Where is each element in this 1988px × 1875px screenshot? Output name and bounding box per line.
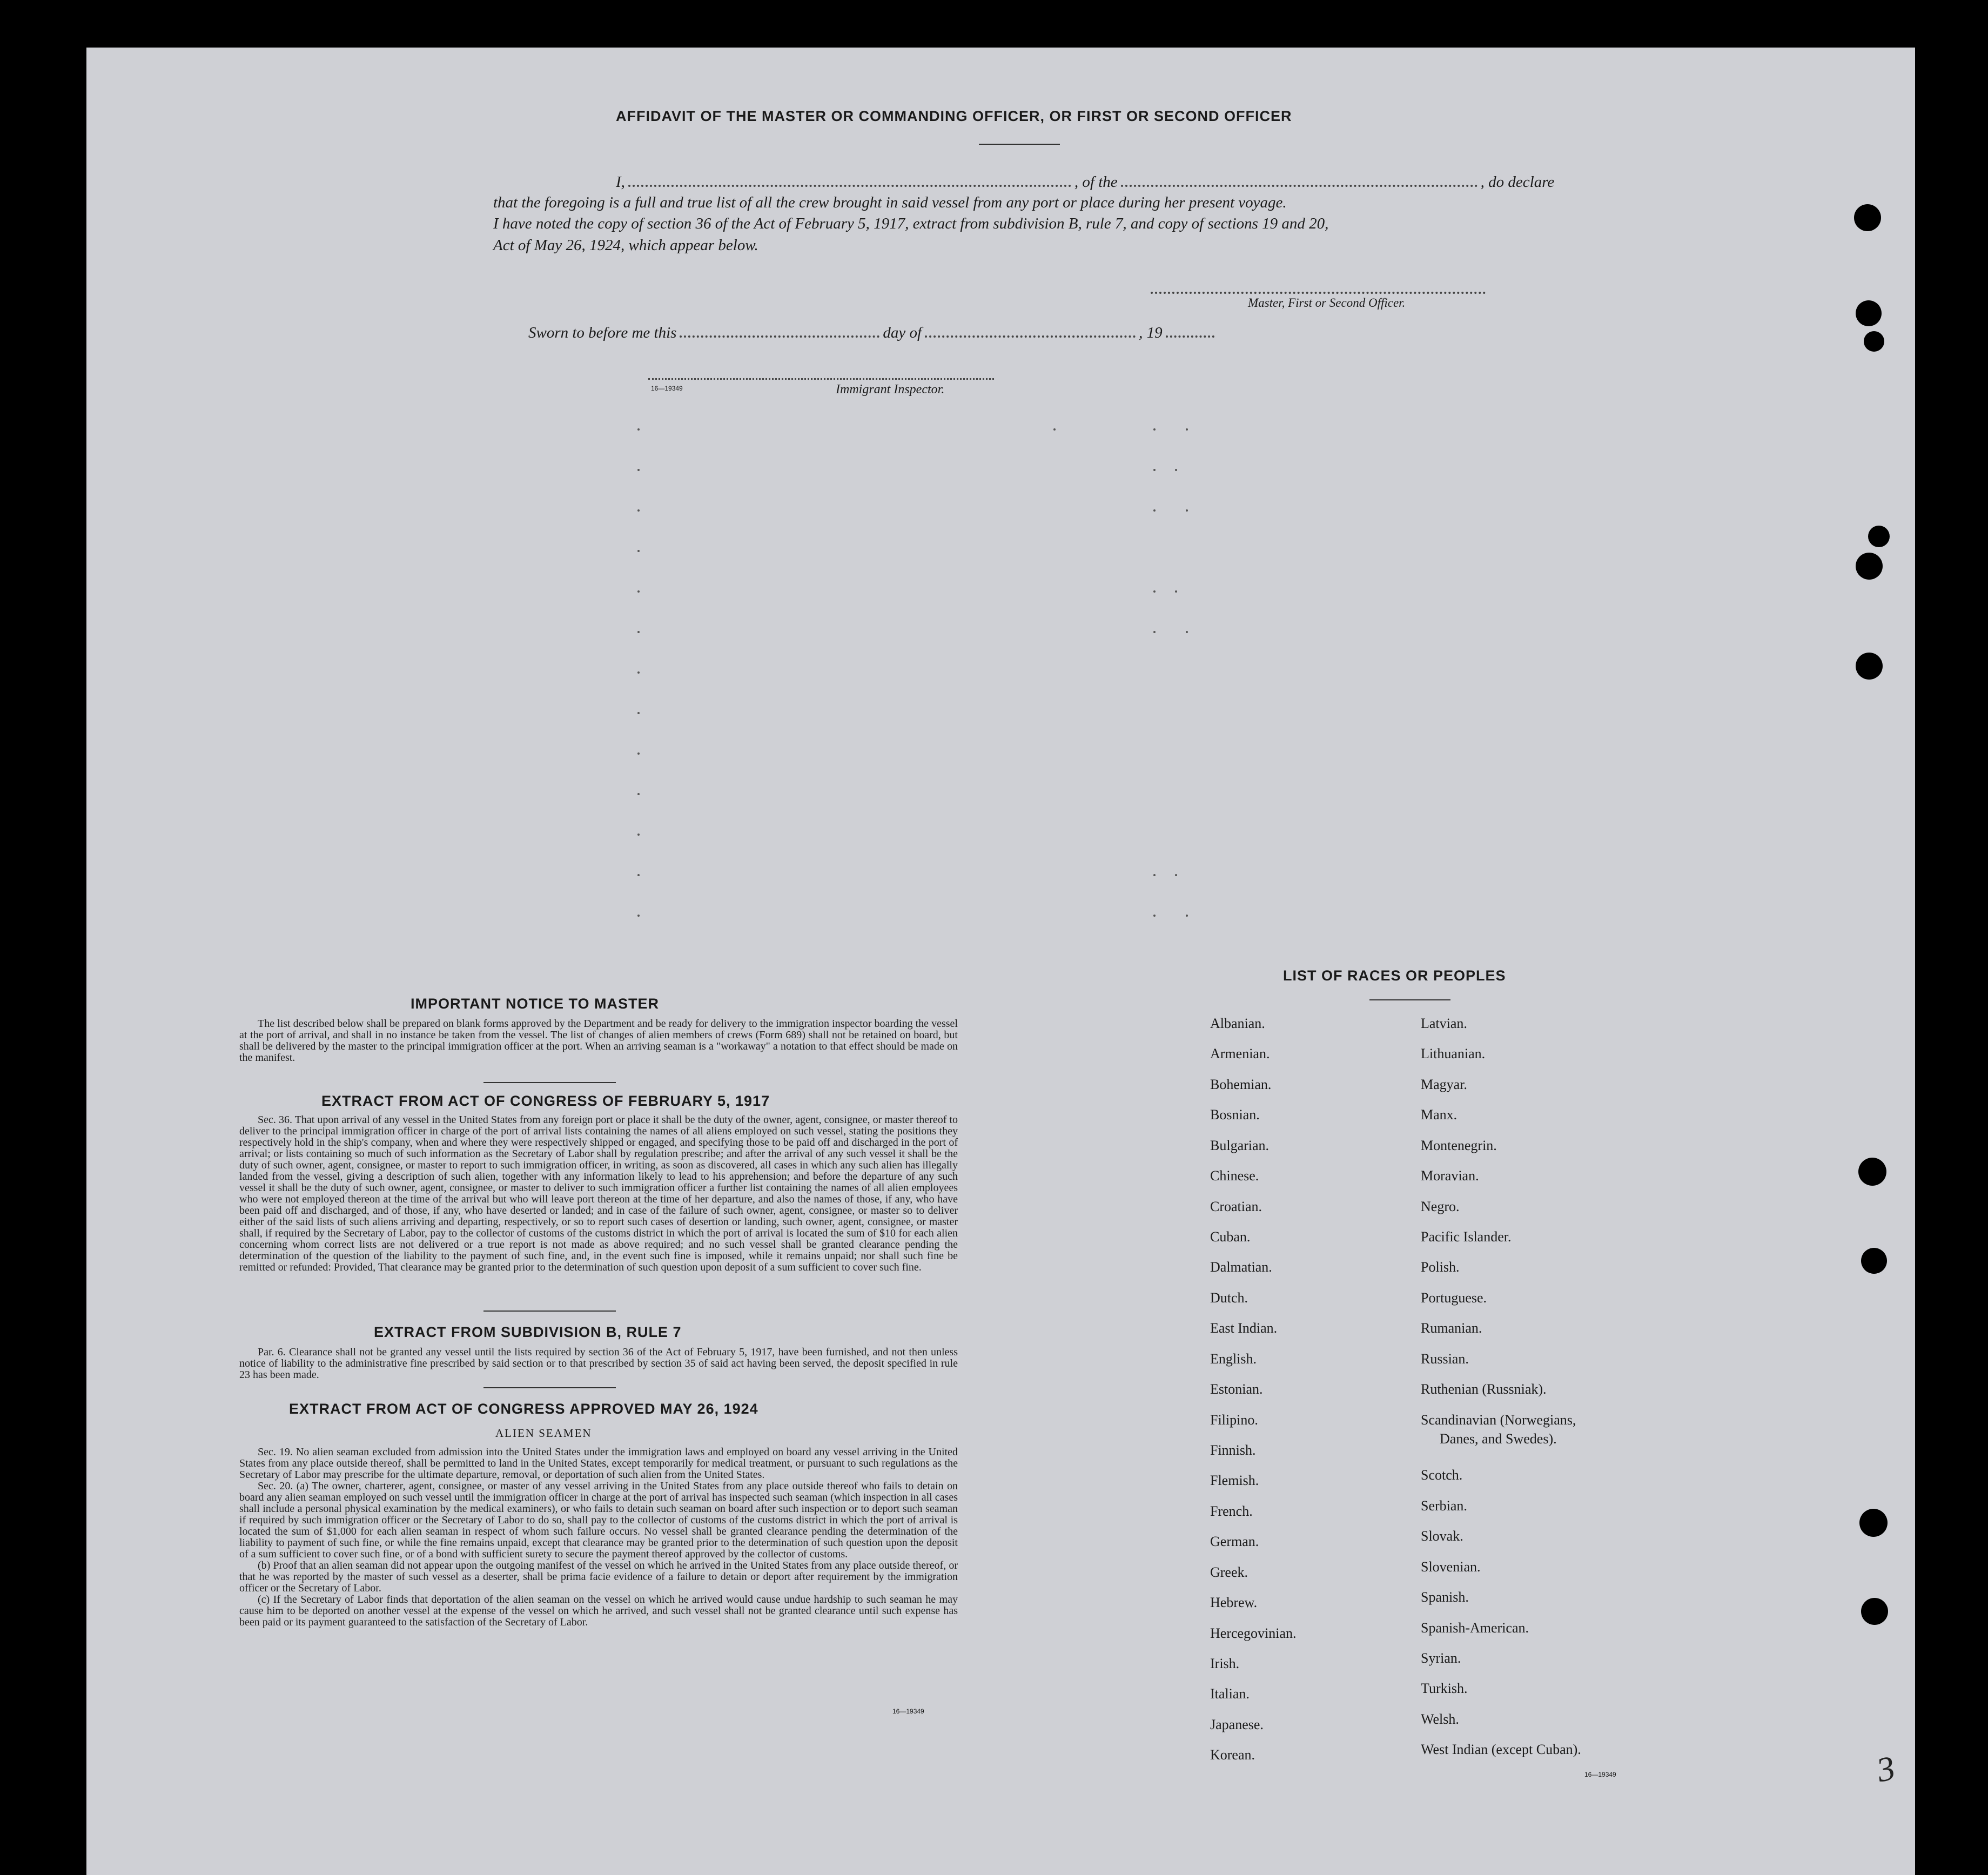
race-item: Cuban. [1210, 1229, 1251, 1245]
race-item: Japanese. [1210, 1717, 1264, 1732]
pronoun-i: I, [616, 173, 625, 191]
speck [1186, 631, 1188, 633]
handwritten-mark: 3 [1873, 1748, 1898, 1790]
race-item: Portuguese. [1421, 1290, 1487, 1306]
speck [1153, 590, 1156, 593]
race-item: Chinese. [1210, 1168, 1259, 1184]
vessel-blank[interactable] [1121, 185, 1477, 187]
speck [637, 469, 640, 471]
race-item: Bulgarian. [1210, 1138, 1270, 1153]
race-item: Pacific Islander. [1421, 1229, 1512, 1245]
form-number: 16—19349 [651, 385, 683, 392]
extract-1917-body [239, 1114, 958, 1273]
sworn-day-blank[interactable] [680, 335, 879, 338]
race-item: East Indian. [1210, 1320, 1278, 1336]
race-item: Scandinavian (Norwegians, [1421, 1412, 1576, 1428]
speck [1153, 469, 1156, 471]
race-item: Latvian. [1421, 1016, 1467, 1031]
race-item: Polish. [1421, 1259, 1460, 1275]
race-item: Armenian. [1210, 1046, 1270, 1061]
speck [637, 793, 640, 795]
binder-hole [1861, 1248, 1887, 1274]
speck [637, 509, 640, 512]
race-item: Spanish-American. [1421, 1620, 1529, 1636]
race-item: Finnish. [1210, 1442, 1256, 1458]
sec-19-text: Sec. 19. No alien seaman excluded from admission into the United States under the immigration laws and employed on board any vessel arriving in the United States from any place outside thereof, shall be permitted to land in the United States, except temporarily for medical treatment, or pursuant to such regulations as the Secretary of Labor may prescribe for the ultimate departure, removal, or deportation of such alien from the United States. [239, 1446, 958, 1481]
alien-seamen-subtitle: ALIEN SEAMEN [495, 1427, 592, 1440]
race-item: West Indian (except Cuban). [1421, 1742, 1581, 1757]
document-page [86, 48, 1915, 1875]
race-item: Dalmatian. [1210, 1259, 1272, 1275]
race-item: Lithuanian. [1421, 1046, 1486, 1061]
race-item: Danes, and Swedes). [1440, 1431, 1557, 1447]
race-item: Bosnian. [1210, 1107, 1260, 1123]
race-item: Bohemian. [1210, 1077, 1272, 1092]
affidavit-line-4: Act of May 26, 1924, which appear below. [493, 237, 758, 254]
rule-7-body [239, 1347, 958, 1381]
race-item: Estonian. [1210, 1381, 1263, 1397]
race-item: Ruthenian (Russniak). [1421, 1381, 1547, 1397]
race-item: Montenegrin. [1421, 1138, 1497, 1153]
form-number: 16—19349 [892, 1708, 924, 1715]
affidavit-line-3: I have noted the copy of section 36 of the Act of February 5, 1917, extract from subdivision B, rule 7, and copy of sections 19 and 20, [493, 215, 1329, 232]
races-title: LIST OF RACES OR PEOPLES [1283, 967, 1506, 984]
binder-hole [1864, 331, 1884, 352]
sworn-line [528, 324, 1218, 342]
binder-hole [1854, 204, 1881, 231]
sworn-month-blank[interactable] [925, 335, 1136, 338]
speck [637, 671, 640, 674]
race-item: Italian. [1210, 1686, 1250, 1702]
divider [483, 1387, 616, 1388]
master-signature-line[interactable] [1151, 292, 1486, 294]
sworn-label: Sworn to before me this [528, 324, 677, 341]
binder-hole [1859, 1509, 1888, 1537]
race-item: German. [1210, 1534, 1259, 1549]
of-the-label: , of the [1074, 173, 1118, 191]
divider [979, 144, 1060, 145]
speck [1186, 428, 1188, 431]
extract-1924-body [239, 1447, 958, 1628]
par-6-text: Par. 6. Clearance shall not be granted any vessel until the lists required by section 36 of the Act of February 5, 1917, have been furnished, and not then unless notice of liability to the administrative fine prescribed by said section or to that prescribed by section 35 of said act having been served, the deposit specified in rule 23 has been made. [239, 1346, 958, 1381]
speck [1175, 874, 1177, 876]
speck [1175, 590, 1177, 593]
race-item: Slovenian. [1421, 1559, 1481, 1575]
sec-20c-text: (c) If the Secretary of Labor finds that deportation of the alien seaman on the vessel on which he arrived would cause undue hardship to such seaman he may cause him to be deported on another vessel at the expense of the vessel on which he arrived, and such vessel shall not be granted clearance until such expense has been paid or its payment guaranteed to the satisfaction of the Secretary of Labor. [239, 1594, 958, 1628]
race-item: Moravian. [1421, 1168, 1479, 1184]
declare-label: , do declare [1480, 173, 1555, 191]
speck [1153, 509, 1156, 512]
race-item: Turkish. [1421, 1681, 1468, 1696]
race-item: Syrian. [1421, 1650, 1461, 1666]
race-item: Manx. [1421, 1107, 1458, 1123]
divider [1369, 999, 1450, 1000]
speck [1175, 469, 1177, 471]
master-signature-label: Master, First or Second Officer. [1248, 296, 1406, 310]
race-item: French. [1210, 1503, 1253, 1519]
name-blank[interactable] [628, 185, 1071, 187]
race-item: Negro. [1421, 1199, 1460, 1214]
speck [637, 590, 640, 593]
notice-body [239, 1018, 958, 1064]
binder-hole [1856, 553, 1883, 580]
race-item: Hebrew. [1210, 1595, 1258, 1610]
speck [1186, 915, 1188, 917]
divider [483, 1082, 616, 1083]
day-of-label: day of [883, 324, 922, 341]
speck [637, 752, 640, 755]
speck [1153, 915, 1156, 917]
speck [637, 631, 640, 633]
binder-hole [1868, 526, 1890, 547]
race-item: Albanian. [1210, 1016, 1265, 1031]
race-item: Hercegovinian. [1210, 1625, 1297, 1641]
speck [637, 874, 640, 876]
race-item: Croatian. [1210, 1199, 1262, 1214]
race-item: Slovak. [1421, 1528, 1463, 1544]
race-item: Filipino. [1210, 1412, 1258, 1428]
race-item: Dutch. [1210, 1290, 1248, 1306]
race-item: Greek. [1210, 1564, 1248, 1580]
rule-7-title: EXTRACT FROM SUBDIVISION B, RULE 7 [374, 1324, 682, 1340]
affidavit-line-2: that the foregoing is a full and true list of all the crew brought in said vessel from any port or place during her present voyage. [493, 194, 1287, 211]
speck [1153, 631, 1156, 633]
extract-1924-title: EXTRACT FROM ACT OF CONGRESS APPROVED MAY 26, 1924 [289, 1401, 758, 1417]
races-left-column [1210, 1016, 1383, 1826]
race-item: Magyar. [1421, 1077, 1467, 1092]
race-item: Scotch. [1421, 1467, 1463, 1483]
speck [1153, 874, 1156, 876]
speck [637, 550, 640, 552]
race-item: English. [1210, 1351, 1257, 1367]
form-number: 16—19349 [1584, 1771, 1616, 1778]
race-item: Flemish. [1210, 1473, 1259, 1488]
affidavit-line-1 [573, 173, 1554, 191]
speck [637, 712, 640, 714]
speck [1153, 428, 1156, 431]
sec-36-text: Sec. 36. That upon arrival of any vessel in the United States from any foreign port or place it shall be the duty of the owner, agent, consignee, or master thereof to deliver to the principal immigration officer in charge of the port of arrival lists containing the names of all aliens employed on such vessel, stating the positions they respectively hold in the ship's company, when and where they were respectively shipped or engaged, and specifying those to be paid off and discharged in the port of arrival; or lists containing so much of such information as the Secretary of Labor shall by regulation prescribe; and after the arrival of any such vessel it shall be the duty of such owner, agent, consignee, or master to report to such immigration officer, in writing, as soon as discovered, all cases in which any such alien has illegally landed from the vessel, giving a description of such alien, together with any information likely to lead to his apprehension; and before the departure of any such vessel it shall be the duty of such owner, agent, consignee, or master to deliver to such immigration officer a further list containing the names of all alien employees who were not employed thereon at the time of the arrival but who will leave port thereon at the time of her departure, and also the names of those, if any, who have been paid off and discharged, and of those, if any, who have deserted or landed; and in case of the failure of such owner, agent, consignee, or master so to deliver either of the said lists of such aliens arriving and departing, respectively, or so to report such cases of desertion or landing, such owner, agent, consignee, or master shall, if required by the Secretary of Labor, pay to the collector of customs of the customs district in which the port of arrival is located the sum of $10 for each alien concerning whom correct lists are not delivered or a true report is not made as above required; and no such vessel shall be granted clearance pending the determination of the question of the liability to the payment of such fine, and, in the event such fine is imposed, while it remains unpaid; nor shall such fine be remitted or refunded: Provided, That clearance may be granted prior to the determination of such question upon deposit of a sum sufficient to cover such fine. [239, 1114, 958, 1273]
race-item: Welsh. [1421, 1711, 1459, 1727]
binder-hole [1861, 1598, 1888, 1625]
speck [637, 915, 640, 917]
divider [483, 1311, 616, 1312]
extract-1917-title: EXTRACT FROM ACT OF CONGRESS OF FEBRUARY 5, 1917 [321, 1093, 770, 1109]
binder-hole [1858, 1158, 1886, 1186]
binder-hole [1856, 653, 1883, 680]
speck [637, 428, 640, 431]
sworn-year-blank[interactable] [1166, 335, 1214, 338]
race-item: Russian. [1421, 1351, 1469, 1367]
inspector-label: Immigrant Inspector. [836, 382, 945, 396]
race-item: Rumanian. [1421, 1320, 1482, 1336]
speck [637, 834, 640, 836]
inspector-signature-line[interactable] [648, 378, 994, 380]
race-item: Spanish. [1421, 1589, 1469, 1605]
race-item: Serbian. [1421, 1498, 1467, 1514]
affidavit-title: AFFIDAVIT OF THE MASTER OR COMMANDING OFFICER, OR FIRST OR SECOND OFFICER [616, 108, 1292, 124]
race-item: Irish. [1210, 1656, 1240, 1671]
binder-hole [1856, 300, 1882, 326]
race-item: Korean. [1210, 1747, 1255, 1763]
sec-20b-text: (b) Proof that an alien seaman did not appear upon the outgoing manifest of the vessel on which he arrived in the United States from any place outside thereof, or that he was reported by the master of such vessel as a deserter, shall be prima facie evidence of a failure to detain or deport after requirement by the immigration officer or the Secretary of Labor. [239, 1560, 958, 1594]
speck [1053, 428, 1056, 431]
year-label: , 19 [1139, 324, 1163, 341]
speck [1186, 509, 1188, 512]
notice-text: The list described below shall be prepared on blank forms approved by the Department and be ready for delivery to the immigration inspector boarding the vessel at the port of arrival, and shall in no instance be taken from the vessel. The list of changes of alien members of crews (Form 689) shall not be retained on board, but shall be delivered by the master to the principal immigration officer at the port. When an arriving seaman is a "workaway" a notation to that effect should be made on the manifest. [239, 1018, 958, 1064]
races-right-column [1421, 1016, 1723, 1826]
notice-title: IMPORTANT NOTICE TO MASTER [411, 996, 659, 1012]
sec-20a-text: Sec. 20. (a) The owner, charterer, agent, consignee, or master of any vessel arriving in the United States from any place outside thereof who fails to detain on board any alien seaman employed on such vessel until the immigration officer in charge at the port of arrival has inspected such seaman (which inspection in all cases shall include a personal physical examination by the medical examiners), or who fails to detain such seaman on board after such inspection or to deport such seaman if required by such immigration officer or the Secretary of Labor to do so, shall pay to the collector of customs of the customs district in which the port of arrival is located the sum of $1,000 for each alien seaman in respect of whom such failure occurs. No vessel shall be granted clearance pending the determination of the liability to payment of such fine, or while the fine remains unpaid, except that clearance may be granted prior to the determination of such question upon the deposit of a sum sufficient to cover such fine, or of a bond with sufficient surety to secure the payment thereof approved by the collector of customs. [239, 1480, 958, 1560]
